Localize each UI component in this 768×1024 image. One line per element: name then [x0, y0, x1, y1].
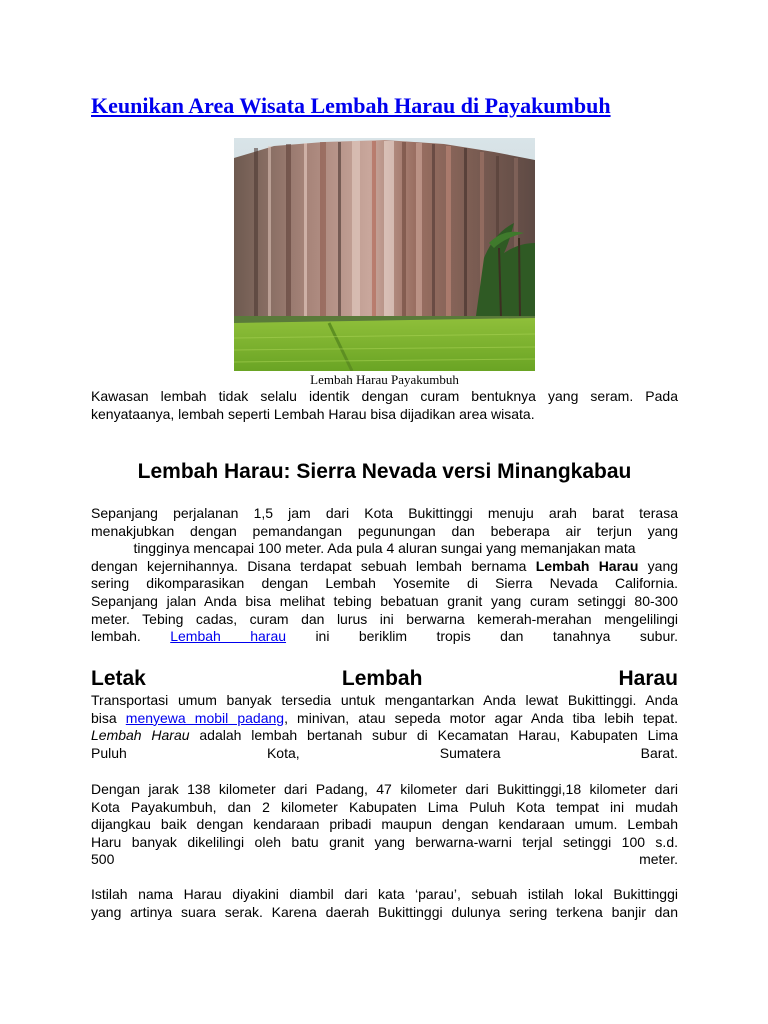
heading-word: Harau — [618, 667, 678, 690]
heading-word: Letak — [91, 667, 146, 690]
italic-term: Lembah Harau — [91, 727, 190, 744]
article-title[interactable]: Keunikan Area Wisata Lembah Harau di Payakumbuh — [91, 93, 611, 118]
text-line: Sepanjang jalan Anda bisa melihat tebing bebatuan granit yang curam setinggi 80-300 — [91, 592, 678, 609]
text-line — [91, 628, 678, 646]
section2-paragraph-1 — [91, 692, 678, 762]
text-line: sering dikomparasikan dengan Lembah Yosemite di Sierra Nevada California. — [91, 575, 678, 592]
rental-link[interactable]: menyewa mobil padang — [125, 709, 285, 726]
text-fragment: lembah. — [91, 628, 141, 645]
text-line: tingginya mencapai 100 meter. Ada pula 4 aluran sungai yang memanjakan mata — [133, 540, 636, 557]
section2-paragraph-2 — [91, 781, 678, 869]
image-caption: Lembah Harau Payakumbuh — [310, 372, 459, 387]
text-line — [91, 727, 678, 745]
text-fragment: , minivan, atau sepeda motor agar Anda tiba lebih tepat. — [284, 709, 678, 726]
heading-word: Lembah — [341, 667, 423, 690]
text-line: yang artinya suara serak. Karena daerah Bukittinggi dulunya sering terkena banjir dan — [91, 903, 678, 920]
section2-paragraph-3 — [91, 886, 678, 921]
intro-paragraph — [91, 388, 678, 423]
text-line: Haru banyak dikelilingi oleh batu granit yang berwarna-warni terjal setinggi 100 s.d. — [91, 833, 678, 850]
text-fragment: yang — [647, 557, 679, 574]
section-heading: Lembah Harau: Sierra Nevada versi Minangkabau — [137, 460, 632, 483]
lembah-harau-link[interactable]: Lembah harau — [170, 628, 287, 645]
section-heading-letak — [91, 665, 678, 693]
section1-paragraph — [91, 505, 678, 646]
text-line: dijangkau baik dengan kendaraan pribadi maupun dengan kendaraan umum. Lembah — [91, 816, 678, 833]
text-fragment: bisa — [91, 709, 117, 726]
text-line: Transportasi umum banyak tersedia untuk mengantarkan Anda lewat Bukittinggi. Anda — [91, 692, 678, 708]
text-line: meter. Tebing cadas, curam dan lurus ini berwarna kemerah-merahan mengelilingi — [91, 610, 678, 627]
text-line: 500 meter. — [91, 851, 678, 868]
text-line — [91, 558, 678, 576]
text-line: Puluh Kota, Sumatera Barat. — [91, 744, 678, 761]
text-fragment: ini beriklim tropis dan tanahnya subur. — [315, 628, 679, 645]
intro-line: kenyataanya, lembah seperti Lembah Harau bisa dijadikan area wisata. — [91, 405, 535, 422]
lembah-harau-photo — [234, 138, 535, 371]
text-line: Kota Payakumbuh, dan 2 kilometer Kabupaten Lima Puluh Kota tempat ini mudah — [91, 798, 678, 815]
text-line: menakjubkan dengan pemandangan pegunungan dan beberapa air terjun yang — [91, 522, 678, 539]
text-line: Sepanjang perjalanan 1,5 jam dari Kota Bukittinggi menuju arah barat terasa — [91, 505, 678, 521]
bold-term: Lembah Harau — [535, 557, 639, 574]
text-line: Istilah nama Harau diyakini diambil dari kata ‘parau’, sebuah istilah lokal Bukittinggi — [91, 886, 678, 902]
text-line: Dengan jarak 138 kilometer dari Padang, 47 kilometer dari Bukittinggi,18 kilometer dari — [91, 781, 678, 797]
text-line — [91, 710, 678, 728]
text-fragment: adalah lembah bertanah subur di Kecamatan Harau, Kabupaten Lima — [199, 727, 678, 744]
text-fragment: dengan kejernihannya. Disana terdapat sebuah lembah bernama — [91, 557, 527, 574]
intro-line: Kawasan lembah tidak selalu identik dengan curam bentuknya yang seram. Pada — [91, 388, 678, 404]
